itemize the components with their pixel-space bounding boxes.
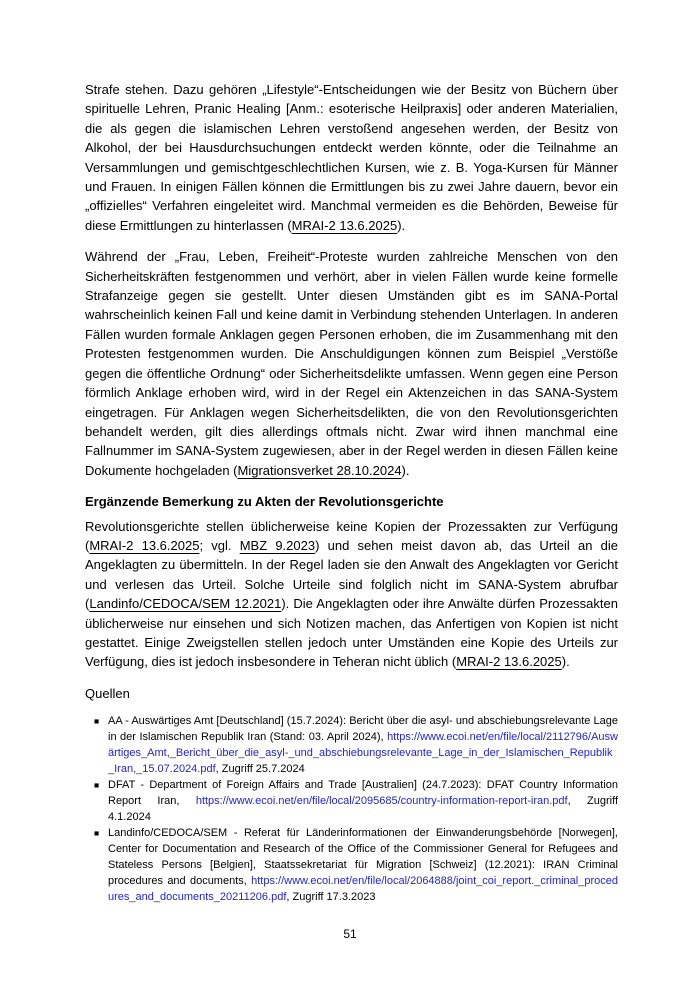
page-number: 51: [343, 927, 357, 941]
source-url-link[interactable]: https://www.ecoi.net/en/file/local/2112796/Auswärtiges_Amt,_Bericht_über_die_asyl-_und_abschiebungsrelevante_Lage_in_der_Islamischen_Republik_Iran,_15.07.2024.pdf: [108, 731, 618, 776]
bullet-square-icon: ■: [94, 716, 100, 727]
body-paragraph-3: [85, 517, 618, 672]
source-reference-link-mrai2[interactable]: MRAI-2 13.6.2025: [291, 217, 398, 233]
page-body: [85, 80, 618, 905]
sources-list: [85, 713, 618, 905]
body-paragraph-1: [85, 80, 618, 235]
paragraph-text: ; vgl.: [199, 537, 240, 553]
source-citation-text: AA - Auswärtiges Amt [Deutschland] (15.7.2024): Bericht über die asyl- und abschiebungsrelevante Lage in der Islamischen Republik Iran (Stand: 03. April 2024),: [108, 715, 618, 744]
source-access-date: , Zugriff 25.7.2024: [215, 763, 305, 776]
source-item-dfat: [85, 777, 618, 825]
source-reference-link-mrai2[interactable]: MRAI-2 13.6.2025: [456, 654, 562, 670]
paragraph-text: ).: [561, 654, 570, 670]
bullet-square-icon: ■: [94, 828, 100, 839]
paragraph-text: ).: [401, 462, 410, 478]
paragraph-text: ).: [397, 217, 406, 233]
source-reference-link-mrai2[interactable]: MRAI-2 13.6.2025: [89, 537, 200, 553]
source-reference-link-mbz[interactable]: MBZ 9.2023: [239, 537, 316, 553]
source-item-landinfo: [85, 825, 618, 905]
source-citation-text: DFAT - Department of Foreign Affairs and Trade [Australien] (24.7.2023): DFAT Country Information Report Iran,: [108, 779, 618, 808]
section-heading: Ergänzende Bemerkung zu Akten der Revolutionsgerichte: [85, 494, 444, 510]
source-url-link[interactable]: https://www.ecoi.net/en/file/local/2064888/joint_coi_report._criminal_procedures_and_documents_20211206.pdf: [108, 875, 618, 904]
paragraph-text: ) und sehen meist davon ab, das Urteil an die Angeklagten zu übermitteln. In der Regel laden sie den Anwalt des Angeklagten vor Gericht und verlesen das Urteil. Solche Urteile sind folglich nicht im SANA-System abrufbar (: [85, 537, 618, 612]
paragraph-text: Strafe stehen. Dazu gehören „Lifestyle“-Entscheidungen wie der Besitz von Büchern über spirituelle Lehren, Pranic Healing [Anm.: esoterische Heilpraxis] oder anderen Materialien, die als gegen die islamischen Lehren verstoßend angesehen werden, der Besitz von Alkohol, der bei Hausdurchsuchungen entdeckt werden könnte, oder die Teilnahme an Versammlungen und gemischtgeschlechtlichen Kursen, wie z. B. Yoga-Kursen für Männer und Frauen. In einigen Fällen können die Ermittlungen bis zu zwei Jahre dauern, bevor ein „offizielles“ Verfahren eingeleitet wird. Manchmal vermeiden es die Behörden, Beweise für diese Ermittlungen zu hinterlassen (: [85, 82, 618, 233]
paragraph-text: ). Die Angeklagten oder ihre Anwälte dürfen Prozessakten üblicherweise nur einsehen und sich Notizen machen, das Anfertigen von Kopien ist nicht gestattet. Einige Zweigstellen stellen jedoch unter Umständen eine Kopie des Urteils zur Verfügung, dies ist jedoch insbesondere in Teheran nicht üblich (: [85, 596, 618, 670]
paragraph-text: Während der „Frau, Leben, Freiheit“-Proteste wurden zahlreiche Menschen von den Sicherheitskräften festgenommen und verhört, aber in vielen Fällen wurde keine formelle Strafanzeige gegen sie gestellt. Unter diesen Umständen gibt es im SANA-Portal wahrscheinlich keinen Fall und keine damit in Verbindung stehenden Unterlagen. In anderen Fällen wurden formale Anklagen gegen Personen erhoben, die im Zusammenhang mit den Protesten festgenommen wurden. Die Anschuldigungen können zum Beispiel „Verstöße gegen die öffentliche Ordnung“ oder Sicherheitsdelikte umfassen. Wenn gegen eine Person förmlich Anklage erhoben wird, wird in der Regel ein Aktenzeichen in das SANA-System eingetragen. Für Anklagen wegen Sicherheitsdelikten, die von den Revolutionsgerichten behandelt werden, gilt dies allerdings oftmals nicht. Zwar wird ihnen manchmal eine Fallnummer im SANA-System zugewiesen, aber in der Regel werden in diesen Fällen keine Dokumente hochgeladen (: [85, 249, 618, 478]
source-citation-text: Landinfo/CEDOCA/SEM - Referat für Länderinformationen der Einwanderungsbehörde [Norwegen], Center for Documentation and Research of the Office of the Commissioner General for Refugees and Stateless Persons [Belgien], Staatssekretariat für Migration [Schweiz] (12.2021): IRAN Criminal procedures and documents,: [108, 827, 618, 888]
paragraph-text: Revolutionsgerichte stellen üblicherweise keine Kopien der Prozessakten zur Verfügung (: [85, 518, 618, 553]
source-url-link[interactable]: https://www.ecoi.net/en/file/local/2095685/country-information-report-iran.pdf: [195, 795, 568, 808]
source-access-date: , Zugriff 4.1.2024: [108, 795, 619, 824]
source-reference-link-migrationsverket[interactable]: Migrationsverket 28.10.2024: [237, 462, 402, 478]
source-reference-link-landinfo[interactable]: Landinfo/CEDOCA/SEM 12.2021: [89, 596, 282, 612]
sources-label: Quellen: [85, 685, 130, 701]
source-item-aa: [85, 713, 618, 777]
body-paragraph-2: [85, 247, 618, 480]
bullet-square-icon: ■: [94, 780, 100, 791]
source-access-date: , Zugriff 17.3.2023: [286, 891, 376, 904]
